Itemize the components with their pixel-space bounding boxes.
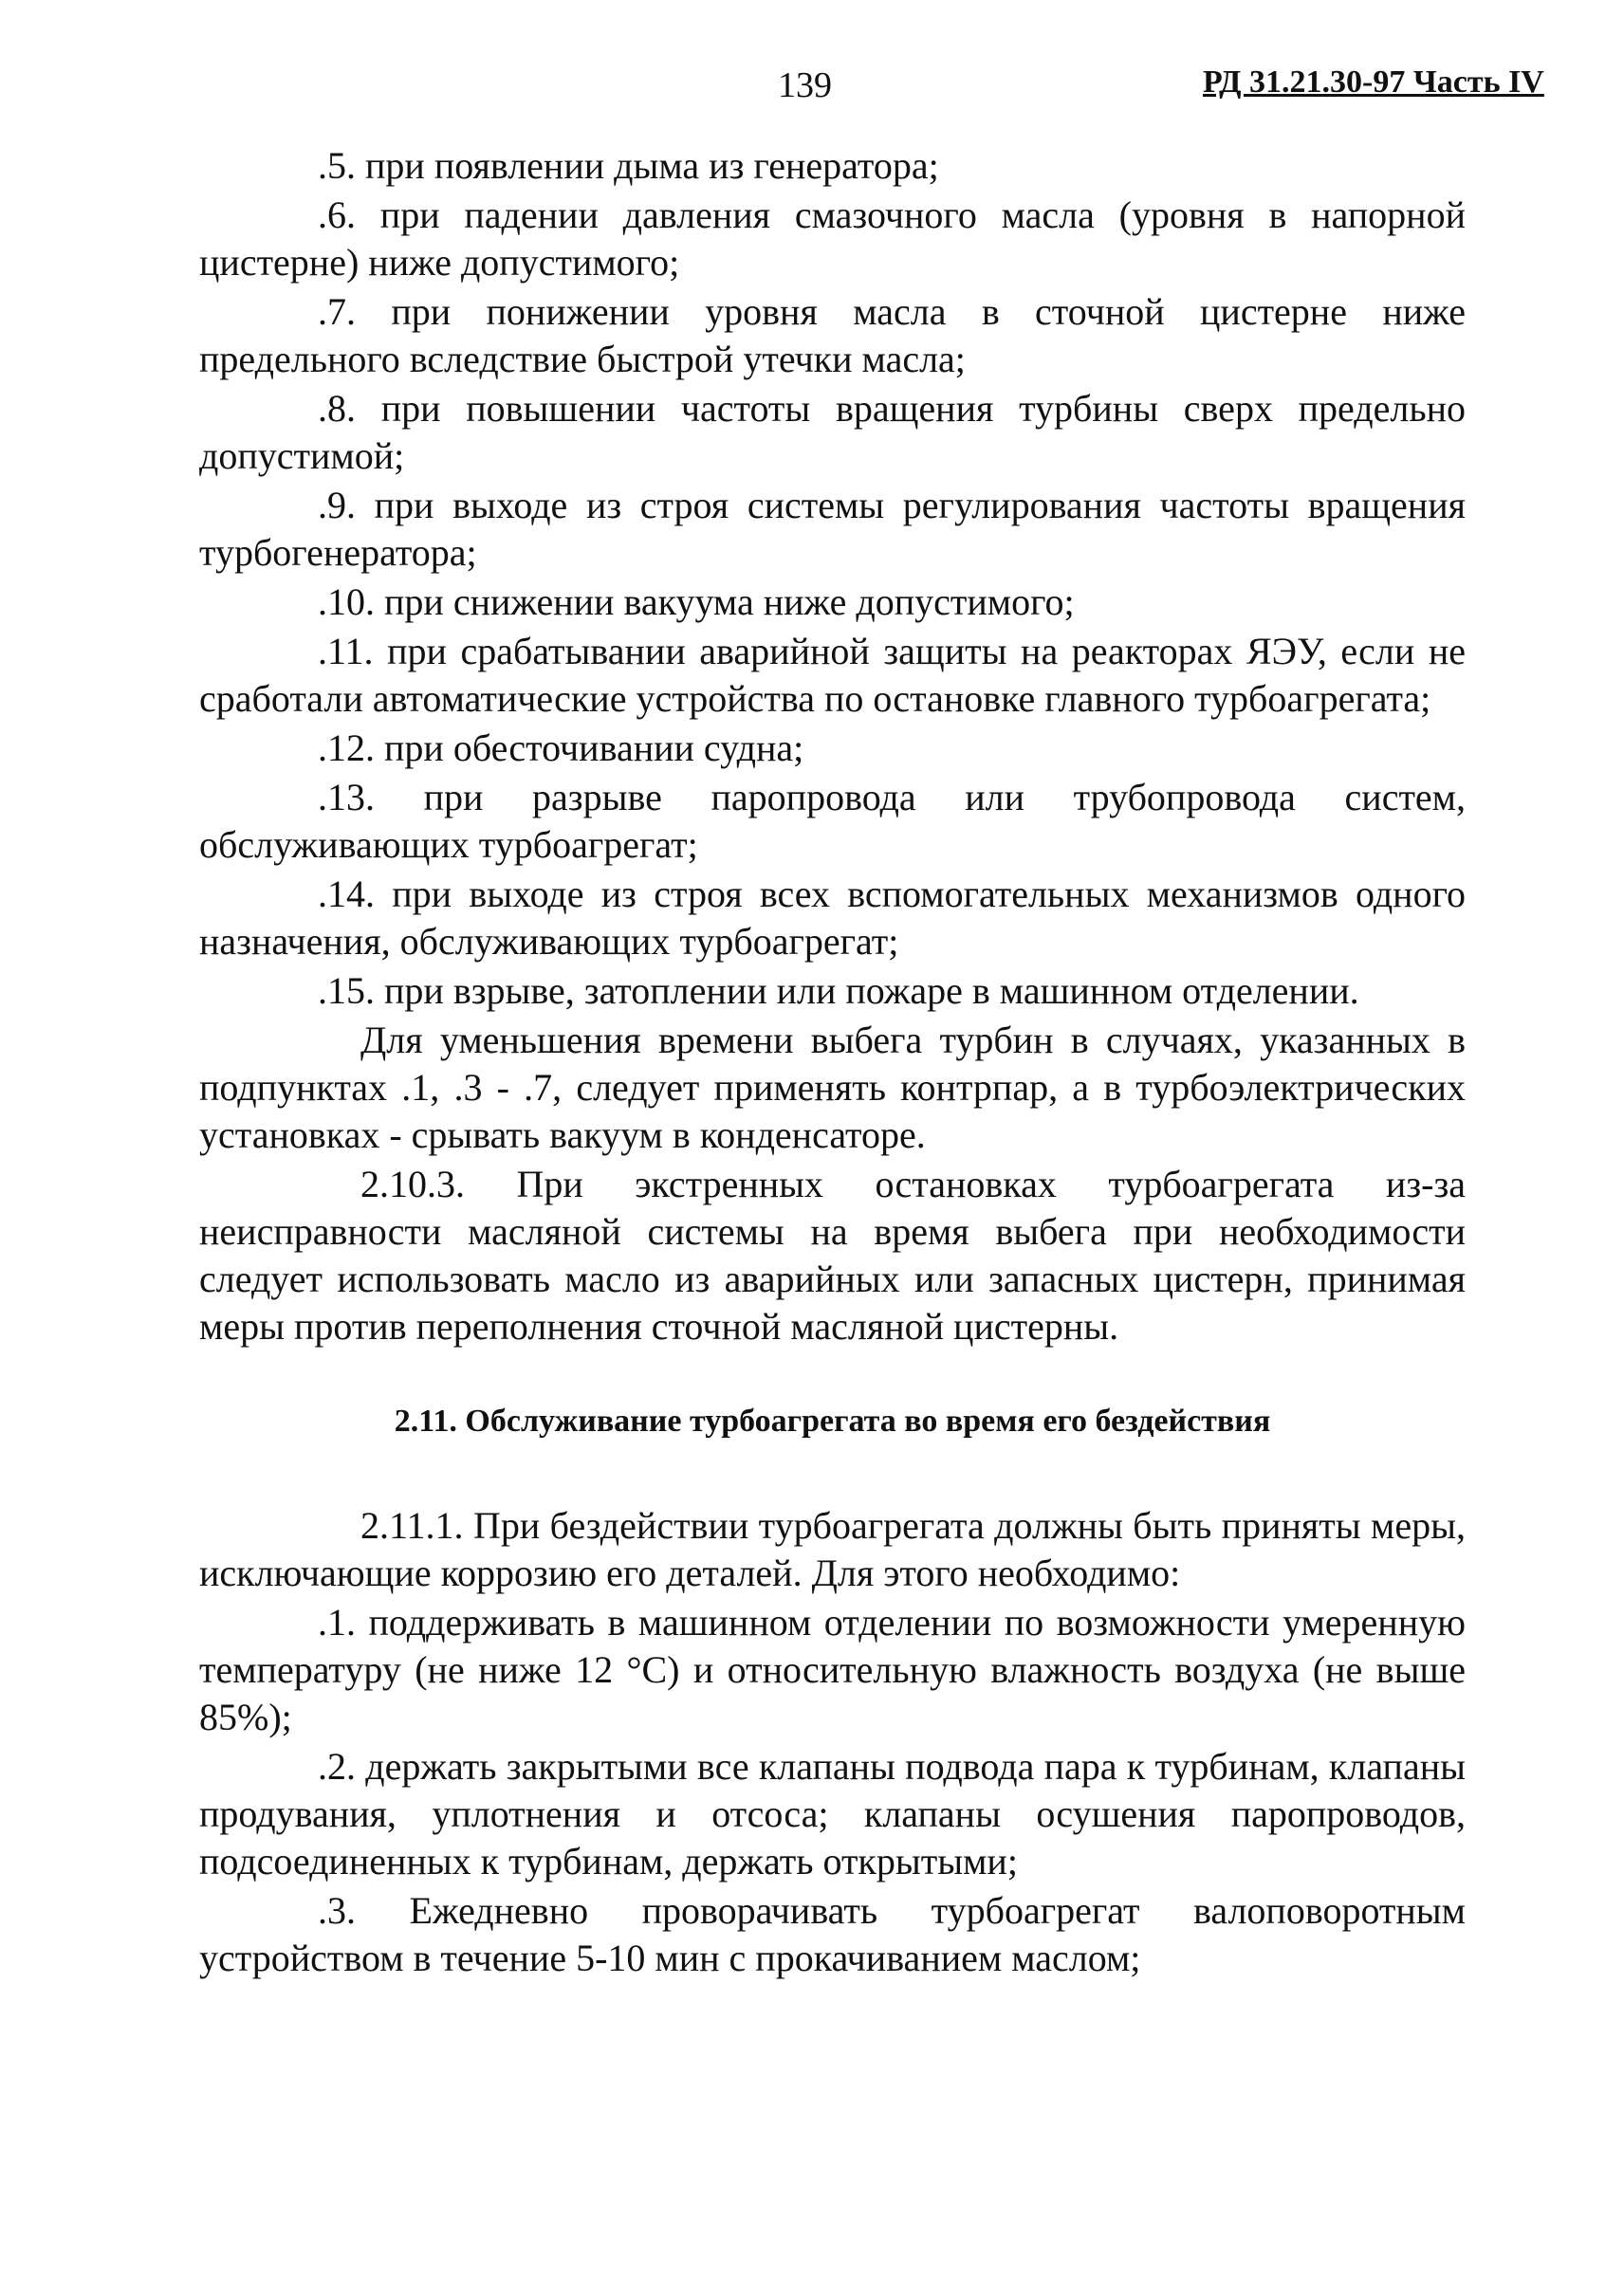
list-item-12: .12. при обесточивании судна; (318, 726, 804, 769)
paragraph-reduce-coastdown: Для уменьшения времени выбега турбин в случаях, указанных в подпунктах .1, .3 - .7, следует применять контрпар, а в турбоэлектрических установках - срывать вакуум в конденсаторе. (199, 1019, 1466, 1156)
paragraph-2-11-1: 2.11.1. При бездействии турбоагрегата должны быть приняты меры, исключающие коррозию его деталей. Для этого необходимо: (199, 1504, 1466, 1594)
sublist-item-1: .1. поддерживать в машинном отделении по возможности умеренную температуру (не ниже 12 °С) и относительную влажность воздуха (не выше 85%); (199, 1601, 1466, 1738)
list-item-6: .6. при падении давления смазочного масла (уровня в напорной цистерне) ниже допустимого; (199, 193, 1466, 284)
list-item-11: .11. при срабатывании аварийной защиты на реакторах ЯЭУ, если не сработали автоматические устройства по остановке главного турбоагрегата; (199, 630, 1466, 720)
list-item-9: .9. при выходе из строя системы регулирования частоты вращения турбогенератора; (199, 484, 1466, 574)
list-item-8: .8. при повышении частоты вращения турбины сверх предельно допустимой; (199, 387, 1466, 477)
list-item-7: .7. при понижении уровня масла в сточной цистерне ниже предельного вследствие быстрой утечки масла; (199, 290, 1466, 380)
page-header (0, 64, 1624, 112)
list-item-10: .10. при снижении вакуума ниже допустимого; (318, 580, 1075, 623)
list-item-13: .13. при разрыве паропровода или трубопровода систем, обслуживающих турбоагрегат; (199, 776, 1466, 866)
paragraph-2-10-3: 2.10.3. При экстренных остановках турбоагрегата из-за неисправности масляной системы на время выбега при необходимости следует использовать масло из аварийных или запасных цистерн, принимая меры против переполнения сточной масляной цистерны. (199, 1163, 1466, 1348)
sublist-item-3: .3. Ежедневно проворачивать турбоагрегат валоповоротным устройством в течение 5-10 мин с прокачиванием маслом; (199, 1889, 1466, 1979)
section-heading: 2.11. Обслуживание турбоагрегата во время его бездействия (394, 1404, 1271, 1439)
document-reference: РД 31.21.30-97 Часть IV (1203, 64, 1544, 100)
list-item-15: .15. при взрыве, затоплении или пожаре в машинном отделении. (318, 969, 1359, 1012)
list-item-14: .14. при выходе из строя всех вспомогательных механизмов одного назначения, обслуживающих турбоагрегат; (199, 872, 1466, 963)
page-number: 139 (778, 65, 832, 105)
sublist-item-2: .2. держать закрытыми все клапаны подвода пара к турбинам, клапаны продувания, уплотнения и отсоса; клапаны осушения паропроводов, подсоединенных к турбинам, держать открытыми; (199, 1745, 1466, 1883)
document-body (199, 142, 1466, 1984)
list-item-5: .5. при появлении дыма из генератора; (318, 144, 939, 187)
